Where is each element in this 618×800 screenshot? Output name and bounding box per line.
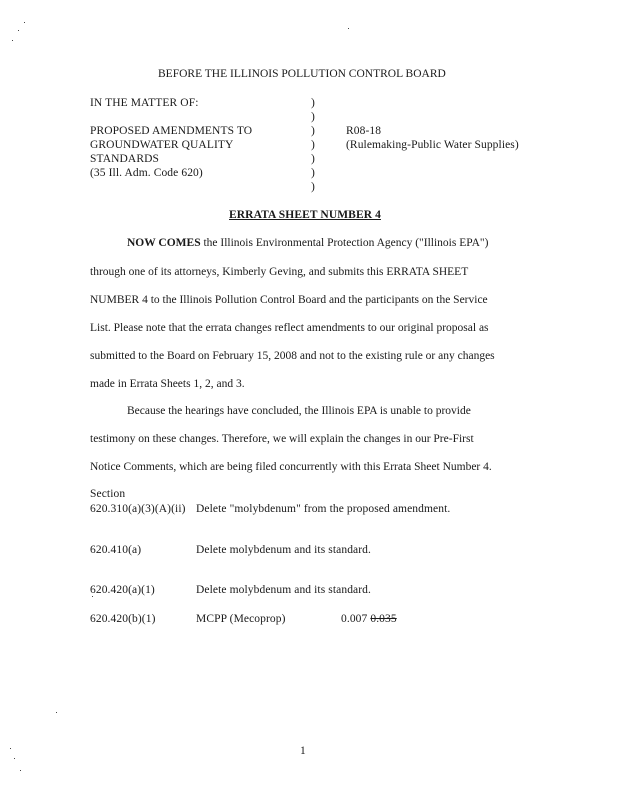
new-value: 0.007 xyxy=(341,613,368,625)
caption-line: STANDARDS xyxy=(90,153,159,165)
table-header-section: Section xyxy=(90,488,126,500)
caption-paren: ) xyxy=(311,125,315,137)
document-title: ERRATA SHEET NUMBER 4 xyxy=(229,209,381,221)
scan-speck xyxy=(14,758,15,759)
table-row-change: Delete molybdenum and its standard. xyxy=(196,544,372,556)
scan-speck xyxy=(12,40,13,41)
table-row-change: MCPP (Mecoprop) xyxy=(196,613,286,625)
caption-line: (35 Ill. Adm. Code 620) xyxy=(90,167,203,179)
paragraph-line: submitted to the Board on February 15, 2008 and not to the existing rule or any changes xyxy=(90,350,495,362)
paragraph-line: through one of its attorneys, Kimberly Geving, and submits this ERRATA SHEET xyxy=(90,266,469,278)
now-comes-lead: NOW COMES xyxy=(127,237,201,249)
table-row-change: Delete molybdenum and its standard. xyxy=(196,584,372,596)
caption-paren: ) xyxy=(311,153,315,165)
table-row-section: 620.420(b)(1) xyxy=(90,613,156,625)
paragraph-line: made in Errata Sheets 1, 2, and 3. xyxy=(90,378,245,390)
docket-description: (Rulemaking-Public Water Supplies) xyxy=(346,139,519,151)
caption-line: IN THE MATTER OF: xyxy=(90,97,199,109)
caption-paren: ) xyxy=(311,139,315,151)
table-row-section: 620.410(a) xyxy=(90,544,142,556)
table-row-section: 620.310(a)(3)(A)(ii) xyxy=(90,503,186,515)
scan-speck xyxy=(10,748,11,749)
scan-speck xyxy=(56,712,57,713)
docket-number: R08-18 xyxy=(346,125,382,137)
paragraph-text: the Illinois Environmental Protection Agency ("Illinois EPA") xyxy=(200,237,489,249)
paragraph-line: Because the hearings have concluded, the Illinois EPA is unable to provide xyxy=(127,405,471,417)
board-header: BEFORE THE ILLINOIS POLLUTION CONTROL BOARD xyxy=(158,68,446,80)
page-number: 1 xyxy=(300,745,306,757)
paragraph-line: testimony on these changes. Therefore, we will explain the changes in our Pre-First xyxy=(90,433,474,445)
scan-speck xyxy=(20,770,21,771)
paragraph-line xyxy=(127,237,488,249)
paragraph-line: List. Please note that the errata changes reflect amendments to our original proposal as xyxy=(90,322,489,334)
caption-line: PROPOSED AMENDMENTS TO xyxy=(90,125,253,137)
caption-paren: ) xyxy=(311,167,315,179)
paragraph-line: Notice Comments, which are being filed concurrently with this Errata Sheet Number 4. xyxy=(90,461,492,473)
scan-speck xyxy=(92,596,93,597)
old-value-struck: 0.035 xyxy=(370,613,397,625)
table-row-section: 620.420(a)(1) xyxy=(90,584,155,596)
table-row-change: Delete "molybdenum" from the proposed amendment. xyxy=(196,503,451,515)
caption-line: GROUNDWATER QUALITY xyxy=(90,139,234,151)
table-row-value xyxy=(341,613,397,625)
scan-speck xyxy=(24,22,25,23)
scan-speck xyxy=(18,30,19,31)
scan-speck xyxy=(348,28,349,29)
caption-paren: ) xyxy=(311,97,315,109)
caption-paren: ) xyxy=(311,111,315,123)
paragraph-line: NUMBER 4 to the Illinois Pollution Control Board and the participants on the Service xyxy=(90,294,488,306)
caption-paren: ) xyxy=(311,181,315,193)
